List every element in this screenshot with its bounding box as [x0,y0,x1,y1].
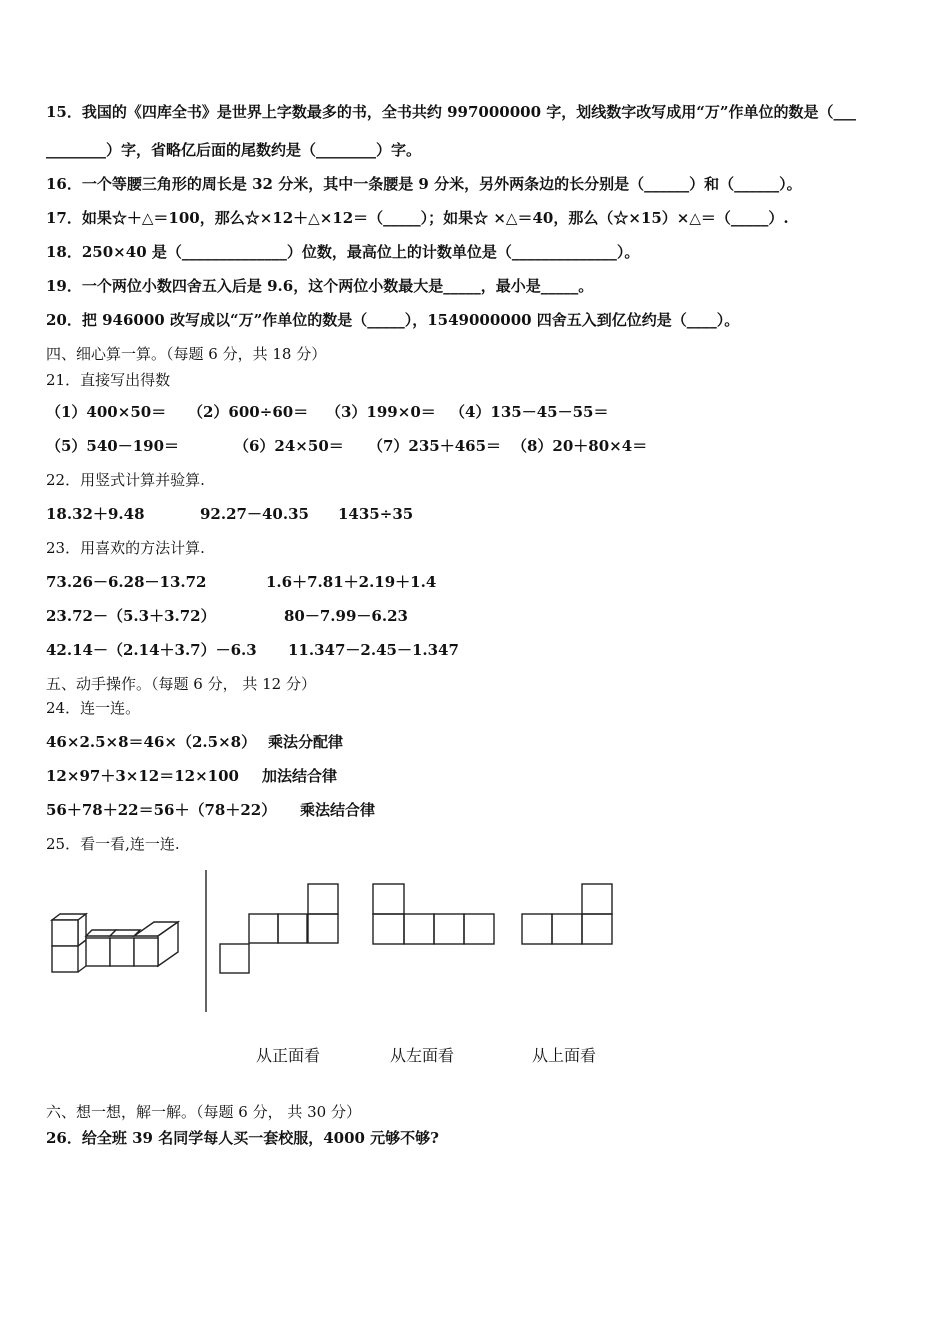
q22-title: 22．用竖式计算并验算. [46,471,205,489]
q21-item: （8）20＋80×4＝ [512,437,648,455]
q17: 17．如果☆＋△＝100，那么☆×12＋△×12＝（_____）；如果☆ ×△＝40，那么（☆×15）×△＝（_____）. [46,209,789,227]
q24-title: 24．连一连。 [46,699,141,717]
q24-left-item: 12×97＋3×12＝12×100 [46,767,239,785]
q15-line2: ________）字，省略亿后面的尾数约是（________）字。 [46,141,422,159]
q21-item: （4）135－45－55＝ [450,403,609,421]
q21-item: （7）235＋465＝ [368,437,502,455]
q23-item: 11.347－2.45－1.347 [288,641,459,659]
q15-line1: 15．我国的《四库全书》是世界上字数最多的书，全书共约 997000000 字，划线数字改写成用“万”作单位的数是（___ [46,103,857,121]
q21-item: （6）24×50＝ [234,437,344,455]
q23-title: 23．用喜欢的方法计算. [46,539,205,557]
view-shape-2 [373,884,494,944]
q25-title: 25．看一看,连一连. [46,835,180,853]
cube-stack-drawing [52,914,178,972]
q21-title: 21．直接写出得数 [46,371,171,389]
q23-item: 73.26－6.28－13.72 [46,573,207,591]
q22-item: 92.27－40.35 [200,505,309,523]
q21-item: （2）600÷60＝ [188,403,309,421]
q24-left-item: 56＋78＋22＝56＋（78＋22） [46,801,277,819]
section-4-heading: 四、细心算一算。（每题 6 分，共 18 分） [46,345,327,363]
q24-right-item: 加法结合律 [262,767,338,785]
view-label-left: 从左面看 [390,1046,455,1065]
q23-item: 42.14－（2.14＋3.7）－6.3 [46,641,257,659]
q19: 19．一个两位小数四舍五入后是 9.6，这个两位小数最大是_____，最小是_____。 [46,277,594,295]
q16: 16．一个等腰三角形的周长是 32 分米，其中一条腰是 9 分米，另外两条边的长分别是（______）和（______）。 [46,175,802,193]
q18: 18．250×40 是（______________）位数，最高位上的计数单位是（______________）。 [46,243,640,261]
q24-right-item: 乘法分配律 [268,733,344,751]
q24-right-item: 乘法结合律 [300,801,376,819]
q22-item: 18.32＋9.48 [46,505,145,523]
q22-item: 1435÷35 [338,505,414,523]
q24-left-item: 46×2.5×8＝46×（2.5×8） [46,733,257,751]
q23-item: 80－7.99－6.23 [284,607,408,625]
view-label-front: 从正面看 [256,1046,321,1065]
q23-item: 23.72－（5.3＋3.72） [46,607,216,625]
view-shape-3 [522,884,612,944]
q26: 26．给全班 39 名同学每人买一套校服，4000 元够不够? [46,1129,439,1147]
q21-item: （5）540－190＝ [46,437,180,455]
q23-item: 1.6＋7.81＋2.19＋1.4 [266,573,437,591]
section-5-heading: 五、动手操作。（每题 6 分， 共 12 分） [46,675,316,693]
section-6-heading: 六、想一想，解一解。（每题 6 分， 共 30 分） [46,1103,361,1121]
q21-item: （1）400×50＝ [46,403,167,421]
view-shape-1 [220,884,338,973]
view-label-top: 从上面看 [532,1046,597,1065]
q20: 20．把 946000 改写成以“万”作单位的数是（_____），1549000000 四舍五入到亿位约是（____）。 [46,311,740,329]
q21-item: （3）199×0＝ [326,403,436,421]
